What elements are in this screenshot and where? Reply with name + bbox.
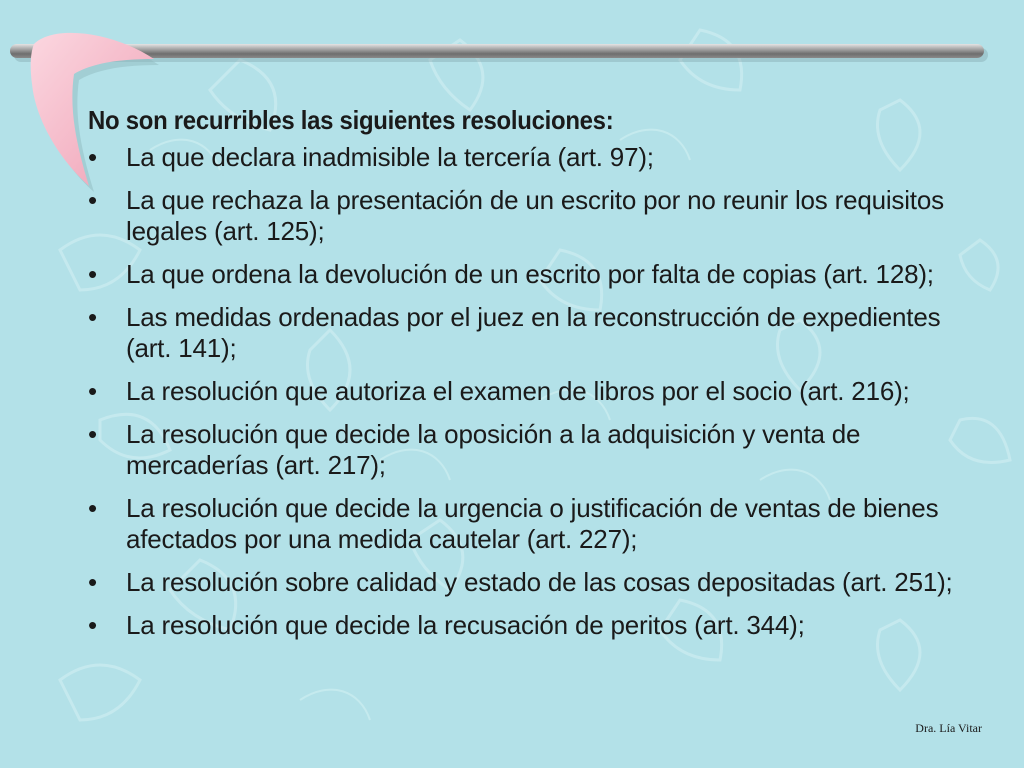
bullet-icon: • <box>88 142 97 172</box>
bullet-icon: • <box>88 419 97 449</box>
bullet-icon: • <box>88 259 97 289</box>
list-item-text: La que ordena la devolución de un escrito por falta de copias (art. 128); <box>126 259 934 289</box>
slide-footer-author: Dra. Lía Vitar <box>915 721 982 735</box>
bullet-icon: • <box>88 567 97 597</box>
list-item-text: La resolución que decide la urgencia o justificación de ventas de bienes afectados por una medida cautelar (art. 227); <box>126 493 939 554</box>
list-item <box>88 302 968 364</box>
list-item <box>88 610 968 641</box>
slide-content <box>88 104 968 653</box>
bullet-icon: • <box>88 493 97 523</box>
list-item <box>88 259 968 290</box>
list-item <box>88 142 968 173</box>
bullet-icon: • <box>88 185 97 215</box>
bullet-icon: • <box>88 302 97 332</box>
list-item <box>88 419 968 481</box>
bullet-icon: • <box>88 610 97 640</box>
list-item-text: La resolución sobre calidad y estado de las cosas depositadas (art. 251); <box>126 567 953 597</box>
list-item-text: La resolución que decide la recusación de peritos (art. 344); <box>126 610 805 640</box>
list-item-text: La resolución que autoriza el examen de libros por el socio (art. 216); <box>126 376 910 406</box>
list-item-text: La que declara inadmisible la tercería (art. 97); <box>126 142 654 172</box>
list-item <box>88 376 968 407</box>
list-item <box>88 567 968 598</box>
slide-heading: No son recurribles las siguientes resoluciones: <box>88 105 614 135</box>
list-item-text: La resolución que decide la oposición a la adquisición y venta de mercaderías (art. 217); <box>126 419 861 480</box>
list-item-text: Las medidas ordenadas por el juez en la reconstrucción de expedientes (art. 141); <box>126 302 941 363</box>
resolution-list <box>88 142 968 641</box>
list-item <box>88 493 968 555</box>
list-item-text: La que rechaza la presentación de un escrito por no reunir los requisitos legales (art. 125); <box>126 185 944 246</box>
bullet-icon: • <box>88 376 97 406</box>
list-item <box>88 185 968 247</box>
